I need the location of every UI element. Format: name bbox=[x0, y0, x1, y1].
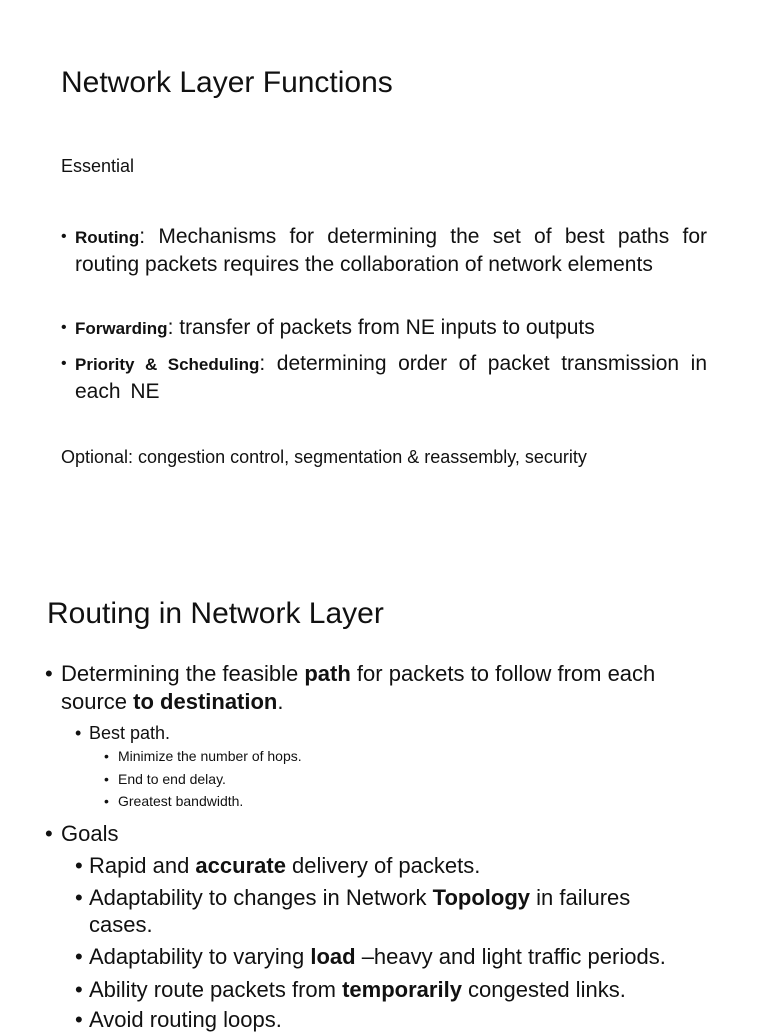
slide-title: Routing in Network Layer bbox=[47, 597, 384, 630]
goal-bold-text: accurate bbox=[195, 853, 286, 878]
bullet-determining-path-cont bbox=[45, 688, 284, 716]
criteria-text: Greatest bandwidth. bbox=[118, 793, 244, 809]
bullet-term: Routing bbox=[75, 228, 140, 247]
essential-label: Essential bbox=[61, 156, 135, 176]
bullet-dot: • bbox=[104, 771, 109, 787]
goal-item bbox=[75, 976, 626, 1004]
slide-title: Network Layer Functions bbox=[61, 66, 393, 99]
bullet-separator: : bbox=[259, 352, 277, 375]
goal-bold-text: load bbox=[310, 944, 356, 969]
bullet-text: Mechanisms for determining the set of best paths for routing packets requires the collaboration of network elements bbox=[75, 225, 707, 276]
bullet-dot: • bbox=[45, 821, 53, 846]
optional-functions: Optional: congestion control, segmentation & reassembly, security bbox=[61, 447, 587, 467]
bullet-dot: • bbox=[45, 661, 53, 686]
bullet-text: for packets to follow from each bbox=[350, 661, 656, 686]
bullet-dot: • bbox=[75, 1007, 83, 1032]
bullet-dot: • bbox=[61, 355, 67, 372]
goal-item bbox=[75, 852, 480, 880]
bullet-text: Determining the feasible bbox=[61, 661, 305, 686]
bullet-dot: • bbox=[75, 853, 83, 878]
sub-bullet-best-path bbox=[75, 719, 170, 747]
goal-text: Adaptability to changes in Network bbox=[89, 885, 433, 910]
goal-text: Rapid and bbox=[89, 853, 196, 878]
bullet-dot: • bbox=[104, 793, 109, 809]
bullet-determining-path bbox=[45, 660, 655, 688]
bullet-dot: • bbox=[75, 944, 83, 969]
criteria-item bbox=[104, 746, 302, 766]
bullet-bold-text: path bbox=[304, 661, 351, 686]
criteria-item bbox=[104, 769, 226, 789]
bullet-text: Best path. bbox=[89, 723, 171, 743]
goal-item bbox=[75, 1006, 282, 1034]
goal-item bbox=[75, 884, 630, 912]
bullet-dot: • bbox=[104, 748, 109, 764]
goal-text: in failures bbox=[530, 885, 631, 910]
bullet-text: Goals bbox=[61, 821, 119, 846]
criteria-text: End to end delay. bbox=[118, 771, 226, 787]
bullet-separator: : bbox=[167, 316, 180, 339]
bullet-dot: • bbox=[61, 228, 67, 245]
bullet-dot: • bbox=[75, 977, 83, 1002]
bullet-dot: • bbox=[75, 723, 82, 743]
bullet-dot: • bbox=[61, 319, 67, 336]
goal-bold-text: temporarily bbox=[342, 977, 462, 1002]
bullet-goals bbox=[45, 820, 118, 848]
goal-item bbox=[75, 943, 666, 971]
goal-text: –heavy and light traffic periods. bbox=[355, 944, 666, 969]
goal-text: cases. bbox=[89, 912, 153, 937]
goal-text: Adaptability to varying bbox=[89, 944, 311, 969]
bullet-bold-text: to destination bbox=[133, 689, 278, 714]
bullet-term: Forwarding bbox=[75, 319, 168, 338]
bullet-forwarding bbox=[61, 314, 707, 342]
bullet-text: determining order of packet transmission in each NE bbox=[75, 352, 707, 403]
goal-bold-text: Topology bbox=[432, 885, 530, 910]
bullet-text: . bbox=[277, 689, 284, 714]
bullet-text: transfer of packets from NE inputs to outputs bbox=[179, 316, 595, 339]
bullet-priority-scheduling bbox=[61, 350, 707, 405]
goal-text: Avoid routing loops. bbox=[89, 1007, 282, 1032]
criteria-text: Minimize the number of hops. bbox=[118, 748, 302, 764]
bullet-dot: • bbox=[75, 885, 83, 910]
goal-item-cont bbox=[75, 911, 153, 939]
bullet-separator: : bbox=[139, 225, 159, 248]
bullet-term: Priority & Scheduling bbox=[75, 355, 260, 374]
goal-text: congested links. bbox=[461, 977, 626, 1002]
bullet-routing bbox=[61, 223, 707, 278]
bullet-text: source bbox=[61, 689, 134, 714]
goal-text: delivery of packets. bbox=[285, 853, 481, 878]
criteria-item bbox=[104, 791, 243, 811]
goal-text: Ability route packets from bbox=[89, 977, 343, 1002]
